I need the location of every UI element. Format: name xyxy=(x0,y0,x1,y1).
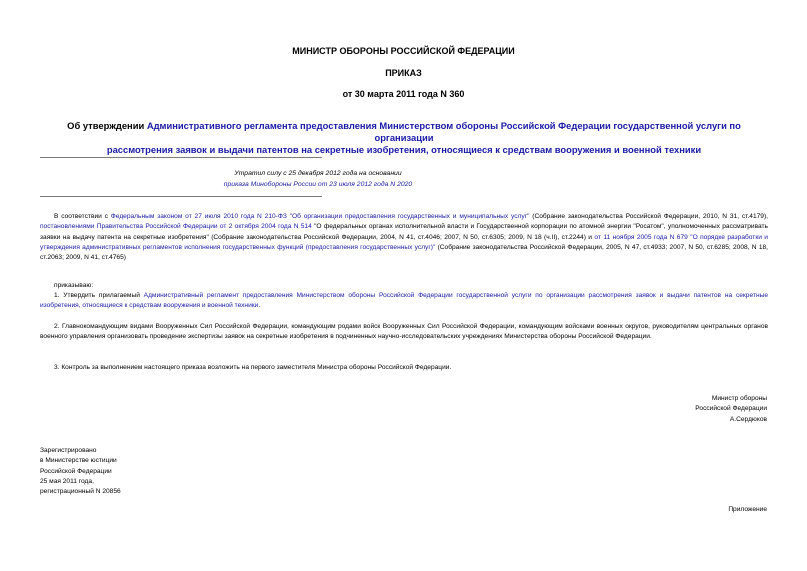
registration-line-3: Российской Федерации xyxy=(40,467,112,475)
order-word: приказываю: xyxy=(54,282,94,289)
government-resolution-679-link[interactable]: от 11 ноября 2005 года N 679 "О порядке разработки и утверждения административных регламентов исполнения государственных функций (предоставления государственных услуг)" xyxy=(40,233,768,251)
signature-org: Российской Федерации xyxy=(695,405,767,413)
registration-block xyxy=(40,446,121,497)
registration-line-4: 25 мая 2011 года, xyxy=(40,477,94,485)
preamble-text-3: "О федеральных органах исполнительной власти и Государственной корпорации по атомной энергии "Росатом", уполномоченных рассматривать заявки на выдачу патента на секретные изобретения" (Собрание законодательства Российской Федерации, 2004, N 41, ст.4046; 2007, N 50, ст.6305; 2009, N 18 (ч.II), ст.2244) и xyxy=(40,223,768,241)
revocation-note xyxy=(70,168,566,190)
date-number-heading: от 30 марта 2011 года N 360 xyxy=(342,89,465,99)
government-resolution-514-link[interactable]: постановлениями Правительства Российской Федерации от 2 октября 2004 года N 514 xyxy=(40,223,312,231)
registration-line-5: регистрационный N 20856 xyxy=(40,488,121,496)
preamble-text-4: (Собрание законодательства Российской Федерации, 2005, N 47, ст.4933; 2007, N 50, ст.6285; 2008, N 18, ст.2063; 2009, N 41, ст.4765) xyxy=(40,243,769,262)
divider-bottom xyxy=(40,196,322,197)
signature-block xyxy=(695,394,767,425)
item-1-text: 1. Утвердить прилагаемый xyxy=(54,292,144,299)
signature-position: Министр обороны xyxy=(711,395,767,402)
signature-name: А.Сердюков xyxy=(729,415,767,423)
revocation-order-link[interactable]: приказа Минобороны России от 23 июля 2012 года N 2020 xyxy=(223,181,413,188)
item-2-paragraph: 2. Главнокомандующим видами Вооруженных Сил Российской Федерации, командующим родами войск Вооруженных Сил Российской Федерации, командующим войсками военных округов, руководителям центральных органов военного управления организовать проведение экспертизы заявок на секретные изобретения в подчиненных научно-исследовательских учреждениях Министерства обороны Российской Федерации. xyxy=(40,323,768,341)
preamble-text-1: В соответствии с xyxy=(54,213,111,220)
item-1-end: . xyxy=(258,302,261,310)
title-regulation-link-part2[interactable]: рассмотрения заявок и выдачи патентов на секретные изобретения, относящиеся к средствам вооружения и военной техники xyxy=(106,144,702,155)
administrative-regulation-link[interactable]: Административный регламент предоставления Министерством обороны Российской Федерации государственной услуги по организации рассмотрения заявок и выдачи патентов на секретные изобретения, относящиеся к средствам вооружения и военной техники xyxy=(40,292,768,310)
revocation-text: Утратил силу с 25 декабря 2012 года на основании xyxy=(234,170,402,177)
title-prefix: Об утверждении xyxy=(67,120,147,131)
divider-top xyxy=(40,157,322,158)
document-type-heading: ПРИКАЗ xyxy=(385,68,422,78)
title-regulation-link-part1[interactable]: Административного регламента предоставления Министерством обороны Российской Федерации государственной услуги по организации xyxy=(146,120,741,143)
item-1-paragraph xyxy=(40,291,768,312)
item-3-paragraph: 3. Контроль за выполнением настоящего приказа возложить на первого заместителя Министра обороны Российской Федерации. xyxy=(54,364,452,371)
federal-law-link[interactable]: Федеральным законом от 27 июля 2010 года N 210-ФЗ "Об организации предоставления государственных и муниципальных услуг" xyxy=(110,213,530,220)
registration-line-2: в Министерстве юстиции xyxy=(40,457,117,465)
document-title xyxy=(40,120,768,156)
preamble-paragraph xyxy=(40,212,768,263)
preamble-text-2: (Собрание законодательства Российской Федерации, 2010, N 31, ст.4179), xyxy=(529,213,768,220)
registration-line-1: Зарегистрировано xyxy=(40,447,97,454)
ministry-heading: МИНИСТР ОБОРОНЫ РОССИЙСКОЙ ФЕДЕРАЦИИ xyxy=(292,46,515,56)
appendix-label: Приложение xyxy=(728,506,767,513)
